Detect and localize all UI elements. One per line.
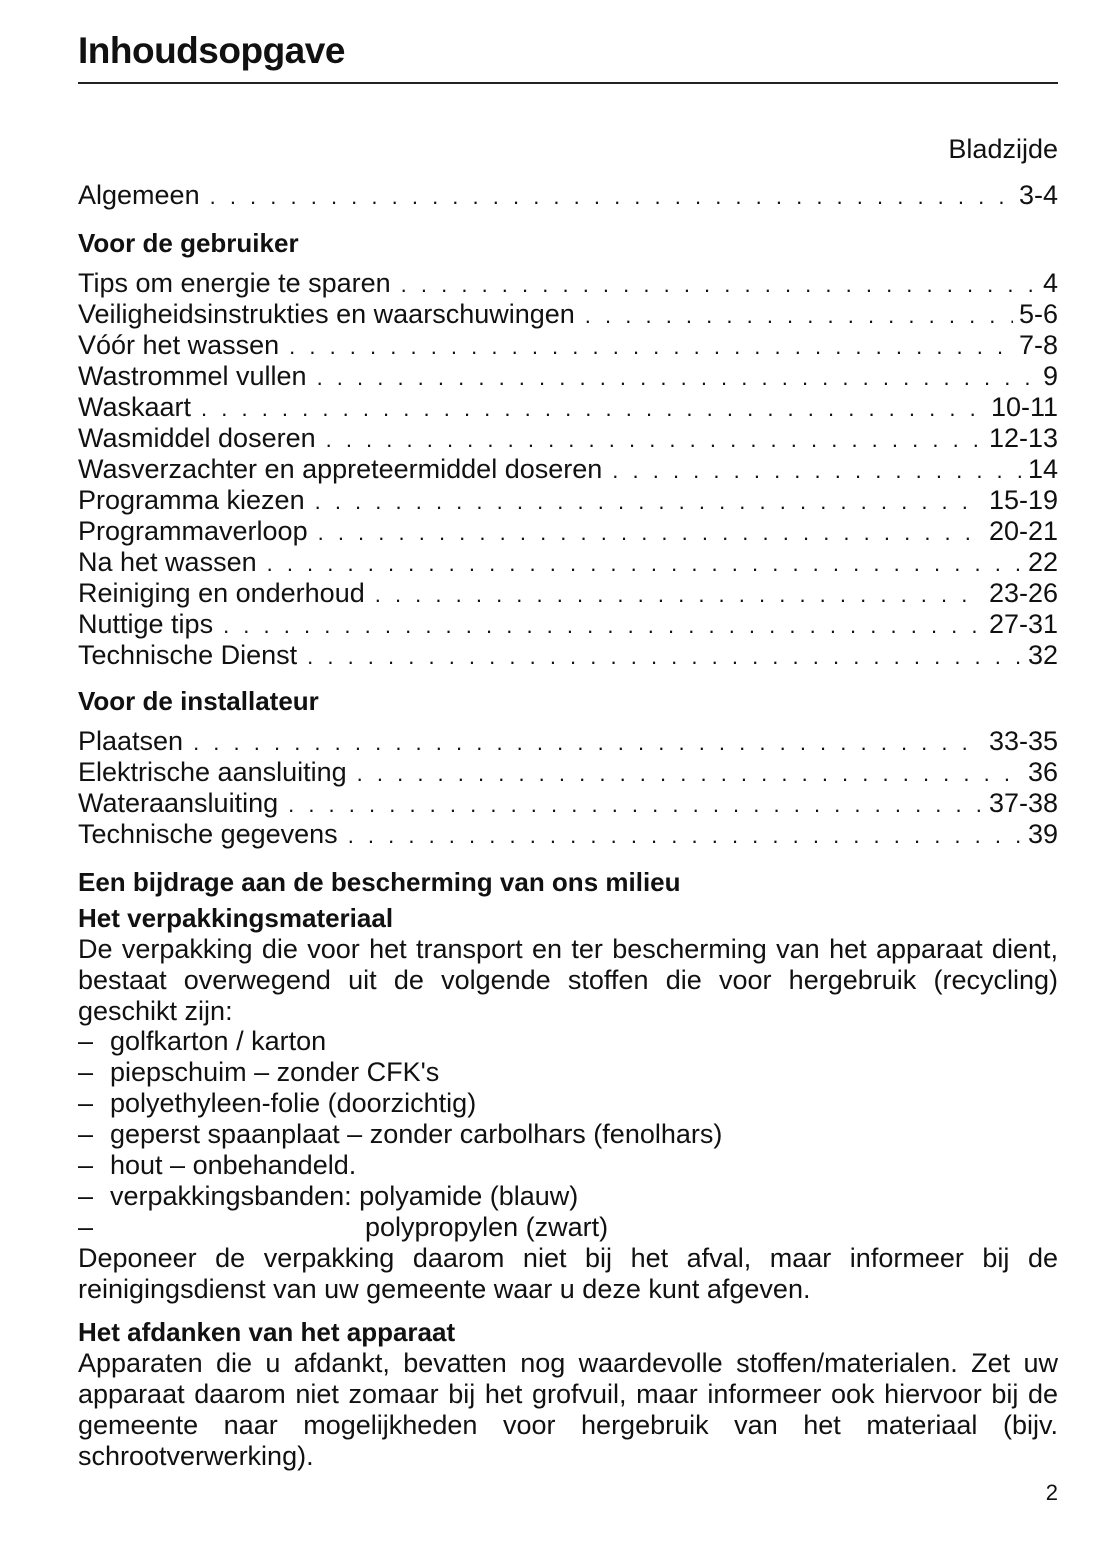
toc-entry-label: Wasverzachter en appreteermiddel doseren: [78, 454, 603, 484]
dot-leader: [326, 424, 983, 455]
toc-entry: [78, 640, 1058, 671]
dot-leader: [318, 517, 983, 548]
list-dash: –: [78, 1088, 94, 1118]
section-heading-user: Voor de gebruiker: [78, 228, 299, 258]
list-dash: –: [78, 1150, 94, 1180]
page-column-heading: Bladzijde: [948, 134, 1058, 164]
toc-entry-label: Reiniging en onderhoud: [78, 578, 365, 608]
toc-entry-label: Wasmiddel doseren: [78, 423, 316, 453]
toc-entry-label: Vóór het wassen: [78, 330, 280, 360]
dot-leader: [585, 300, 1013, 331]
toc-entry-label: Elektrische aansluiting: [78, 757, 347, 787]
toc-entry-page: 27-31: [988, 609, 1058, 639]
list-item-subtext: polypropylen (zwart): [365, 1212, 609, 1242]
dot-leader: [267, 548, 1022, 579]
toc-entry-page: 37-38: [988, 788, 1058, 818]
toc-entry-label: Programma kiezen: [78, 485, 305, 515]
list-item-text: golfkarton / karton: [110, 1026, 327, 1056]
dot-leader: [317, 362, 1037, 393]
toc-entry: [78, 578, 1058, 609]
toc-entry: [78, 485, 1058, 516]
toc-entry-label: Programmaverloop: [78, 516, 308, 546]
toc-entry-page: 15-19: [988, 485, 1058, 515]
toc-entry-label: Algemeen: [78, 180, 200, 210]
list-dash: –: [78, 1212, 94, 1242]
toc-entry-label: Na het wassen: [78, 547, 257, 577]
dot-leader: [223, 610, 983, 641]
toc-entry-page: 4: [1042, 268, 1058, 298]
dot-leader: [401, 269, 1037, 300]
toc-entry: [78, 788, 1058, 819]
list-item: [78, 1212, 609, 1243]
toc-entry-general: [78, 180, 1058, 211]
disposal-heading: Het afdanken van het apparaat: [78, 1317, 456, 1347]
toc-entry-page: 14: [1027, 454, 1058, 484]
list-item: [78, 1150, 356, 1181]
toc-entry-label: Wateraansluiting: [78, 788, 279, 818]
toc-entry: [78, 757, 1058, 788]
toc-entry: [78, 609, 1058, 640]
toc-entry-page: 9: [1042, 361, 1058, 391]
list-item: [78, 1119, 722, 1150]
page-title: Inhoudsopgave: [78, 30, 345, 71]
dot-leader: [201, 393, 985, 424]
dot-leader: [612, 455, 1022, 486]
disposal-text: Apparaten die u afdankt, bevatten nog waardevolle stoffen/materialen. Zet uw apparaat daarom niet zomaar bij het grofvuil, maar informeer ook hiervoor bij de gemeente naar mogelijkheden voor hergebruik van het materiaal (bijv. schrootverwerking).: [78, 1348, 1058, 1471]
toc-entry-page: 39: [1027, 819, 1058, 849]
toc-entry: [78, 423, 1058, 454]
toc-entry: [78, 268, 1058, 299]
section-heading-installer: Voor de installateur: [78, 686, 319, 716]
toc-entry-label: Wastrommel vullen: [78, 361, 307, 391]
toc-entry: [78, 819, 1058, 850]
list-dash: –: [78, 1119, 94, 1149]
toc-entry-page: 12-13: [988, 423, 1058, 453]
dot-leader: [288, 789, 983, 820]
list-item-text: verpakkingsbanden: polyamide (blauw): [110, 1181, 579, 1211]
list-dash: –: [78, 1026, 94, 1056]
list-item: [78, 1057, 439, 1088]
packaging-heading: Het verpakkingsmateriaal: [78, 903, 394, 933]
list-item-text: polyethyleen-folie (doorzichtig): [110, 1088, 477, 1118]
toc-entry: [78, 361, 1058, 392]
page-number: 2: [1045, 1480, 1058, 1505]
dot-leader: [210, 181, 1013, 212]
dot-leader: [315, 486, 983, 517]
list-item: [78, 1181, 578, 1212]
toc-entry-page: 36: [1027, 757, 1058, 787]
dot-leader: [357, 758, 1022, 789]
toc-entry-label: Plaatsen: [78, 726, 184, 756]
toc-entry-page: 32: [1027, 640, 1058, 670]
toc-entry-page: 23-26: [988, 578, 1058, 608]
toc-entry: [78, 726, 1058, 757]
toc-entry-label: Veiligheidsinstrukties en waarschuwingen: [78, 299, 575, 329]
environment-heading: Een bijdrage aan de bescherming van ons milieu: [78, 867, 681, 897]
toc-entry: [78, 516, 1058, 547]
dot-leader: [348, 820, 1022, 851]
toc-entry-page: 20-21: [988, 516, 1058, 546]
toc-entry-page: 3-4: [1018, 180, 1058, 210]
dot-leader: [193, 727, 983, 758]
toc-entry-page: 5-6: [1018, 299, 1058, 329]
dot-leader: [289, 331, 1013, 362]
toc-entry-page: 33-35: [988, 726, 1058, 756]
dot-leader: [307, 641, 1022, 672]
toc-entry-label: Technische Dienst: [78, 640, 298, 670]
title-rule: [78, 82, 1058, 84]
dot-leader: [375, 579, 983, 610]
toc-entry: [78, 299, 1058, 330]
packaging-intro: De verpakking die voor het transport en ter bescherming van het apparaat dient, bestaat overwegend uit de volgende stoffen die voor hergebruik (recycling) geschikt zijn:: [78, 934, 1058, 1026]
toc-entry: [78, 392, 1058, 423]
list-dash: –: [78, 1181, 94, 1211]
toc-entry-label: Waskaart: [78, 392, 192, 422]
toc-entry: [78, 330, 1058, 361]
list-item-text: geperst spaanplaat – zonder carbolhars (fenolhars): [110, 1119, 723, 1149]
toc-entry-page: 22: [1027, 547, 1058, 577]
list-item: [78, 1026, 326, 1057]
toc-entry-label: Tips om energie te sparen: [78, 268, 391, 298]
list-item-text: hout – onbehandeld.: [110, 1150, 357, 1180]
packaging-outro: Deponeer de verpakking daarom niet bij het afval, maar informeer bij de reinigingsdienst van uw gemeente waar u deze kunt afgeven.: [78, 1243, 1058, 1304]
toc-entry-page: 7-8: [1018, 330, 1058, 360]
toc-entry-label: Technische gegevens: [78, 819, 338, 849]
toc-entry: [78, 547, 1058, 578]
list-item-text: piepschuim – zonder CFK's: [110, 1057, 440, 1087]
toc-entry: [78, 454, 1058, 485]
toc-entry-page: 10-11: [990, 392, 1058, 422]
list-item: [78, 1088, 476, 1119]
toc-entry-label: Nuttige tips: [78, 609, 214, 639]
list-dash: –: [78, 1057, 94, 1087]
